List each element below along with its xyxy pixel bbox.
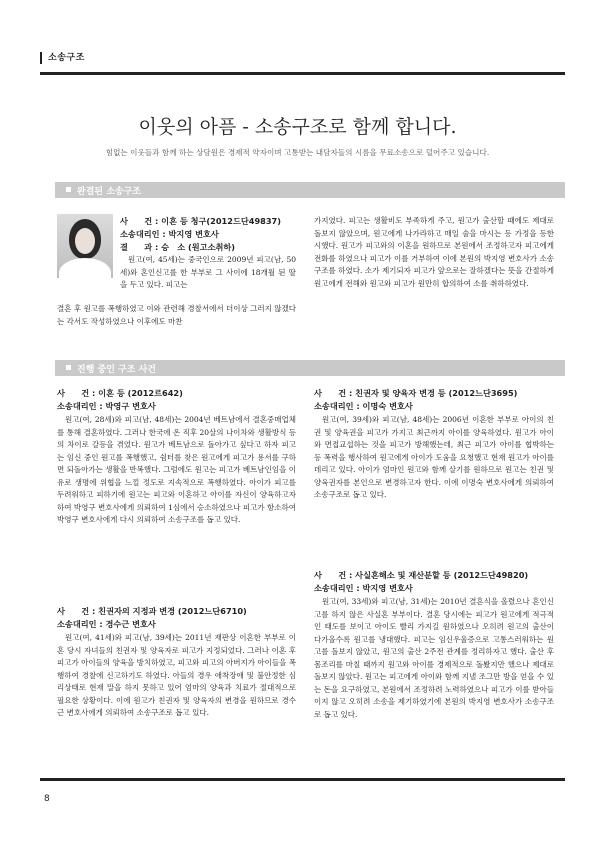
running-header: 소송구조 bbox=[48, 53, 85, 63]
case-body: 원고(여, 33세)와 피고(남, 31세)는 2010년 결혼식을 올렸으나 혼인신고를 하지 않은 사실혼 부부이다. 결혼 당시에는 피고가 원고에게 적극적인 태도를 보이고 아이도 빨리 가지길 원하였으나 오히려 원고의 출산이 다가올수록 원고를 냉대했다. 피고는 임신우울증으로 고통스러워하는 원고를 돌보지 않았고, 원고의 출산 2주전 관계를 정리하자고 했다. 출산 후 몸조리를 마칠 때까지 원고와 아이를 경제적으로 돌봤지만 했으나 제대로 돌보지 않았다. 원고는 피고에게 아이와 함께 지낼 조그만 방을 얻을 수 있는 돈을 요구하였고, 본원에서 조정하려 노력하였으나 피고가 이를 받아들이지 않고 오히려 소송을 제기하였기에 본원의 박지영 변호사가 소송구조로 돕고 있다. bbox=[314, 597, 554, 719]
case-body: 원고(여, 41세)와 피고(남, 39세)는 2011년 재판상 이혼한 부부로 이혼 당시 자녀들의 친권자 및 양육자로 피고가 지정되었다. 그러나 이혼 후 피고가 아이들의 양육을 방치하였고, 피고와 피고의 아버지가 아이들을 폭행하여 경찰에 신고하기도 하였다. 아들의 경우 애착장애 및 불안정한 심리상태로 현재 말을 하지 못하고 있어 엄마의 양육과 치료가 절대적으로 필요한 상황이다. 이에 원고가 친권자 및 양육자의 변경을 원하므로 경수근 변호사에게 의뢰하여 소송구조로 돕고 있다. bbox=[57, 633, 296, 717]
page-number: 8 bbox=[44, 794, 50, 804]
case-title: 사 건 : 이혼 등 (2012르642) bbox=[57, 388, 183, 398]
case-title: 사 건 : 친권자 및 양육자 변경 등 (2012느단3695) bbox=[314, 388, 518, 398]
case-lawyer: 소송대리인 : 박지영 변호사 bbox=[314, 583, 413, 593]
section-bullet-icon bbox=[66, 187, 71, 192]
page-title: 이웃의 아픔 - 소송구조로 함께 합니다. bbox=[138, 116, 457, 138]
case-lawyer: 소송대리인 : 경수근 변호사 bbox=[57, 619, 156, 629]
case-body: 원고(여, 28세)와 피고(남, 48세)는 2004년 베트남에서 결혼중매업체를 통해 결혼하였다. 그러나 한국에 온 직후 20살의 나이차와 생활방식 등의 차이로 갈등을 겪었다. 원고가 베트남으로 돌아가고 싶다고 하자 피고는 임신 중인 원고를 폭행했고, 쉼터를 찾은 원고에게 피고가 용서를 구하면 되돌아가는 생활을 반복했다. 그럼에도 원고는 피고가 베트남인임을 이유로 생명에 위협을 느낄 정도로 지속적으로 폭행하였다. 아이가 피고를 두려워하고 피하기에 원고는 피고와 이혼하고 아이를 자신이 양육하고자 하여 박영구 변호사에게 의뢰하여 1심에서 승소하였으나 피고가 항소하여 박영구 변호사에게 다시 의뢰하여 소송구조를 돕고 있다. bbox=[57, 415, 296, 524]
header-mark bbox=[40, 52, 42, 64]
case-title: 사 건 : 사실혼해소 및 재산분할 등 (2012드단49820) bbox=[314, 570, 529, 580]
completed-case-body-right: 가지였다. 피고는 생활비도 부족하게 주고, 원고가 출산할 때에도 제대로 돌보지 않았으며, 원고에게 나가라하고 매일 술을 마시는 등 가정을 등한시했다. 원고가 피고와의 이혼을 원하므로 본원에서 조정하고자 피고에게 전화를 하였으나 피고가 이를 거부하여 이에 본원의 박지영 변호사가 소송구조를 하였다. 소가 제기되자 피고가 앞으로는 잘하겠다는 뜻을 간절하게 원고에게 전해와 원고와 피고가 원만히 합의하여 소를 취하하였다. bbox=[314, 216, 554, 288]
completed-case-lawyer: 소송대리인 : 박지영 변호사 bbox=[120, 229, 219, 239]
section-label-ongoing: 진행 중인 구조 사건 bbox=[77, 365, 156, 375]
case-body: 원고(여, 39세)와 피고(남, 48세)는 2006년 이혼한 부부로 아이의 친권 및 양육권을 피고가 가지고 최근까지 아이를 양육하였다. 원고가 아이와 면접교섭하는 것을 피고가 방해했는데, 최근 피고가 아이를 협박하는 등 폭력을 행사하여 원고에게 아이가 도움을 요청했고 현재 원고가 아이를 데리고 있다. 아이가 엄마인 원고와 함께 살기를 원하므로 원고는 친권 및 양육권자를 본인으로 변경하고자 한다. 이에 이명숙 변호사에게 의뢰하여 소송구조로 돕고 있다. bbox=[314, 415, 554, 499]
section-bar-completed bbox=[55, 182, 565, 198]
case-lawyer: 소송대리인 : 이명숙 변호사 bbox=[314, 401, 413, 411]
section-label-completed: 완결된 소송구조 bbox=[77, 187, 141, 197]
completed-case-body-left-top: 원고(여, 45세)는 중국인으로 2009년 피고(남, 50세)와 혼인신고를 한 부부로 그 사이에 18개월 된 딸을 두고 있다. 피고는 bbox=[120, 255, 296, 289]
case-lawyer: 소송대리인 : 박영구 변호사 bbox=[57, 401, 156, 411]
completed-case-body-left-bottom: 결혼 후 원고를 폭행하였고 이와 관련해 경찰서에서 더이상 그러지 않겠다는 각서도 작성하였으나 이후에도 마찬 bbox=[57, 304, 296, 326]
footer-rule bbox=[40, 778, 565, 781]
header-rule bbox=[40, 72, 565, 75]
completed-case-title: 사 건 : 이혼 등 청구(2012드단49837) bbox=[120, 216, 281, 226]
case-title: 사 건 : 친권자의 지정과 변경 (2012느단6710) bbox=[57, 606, 247, 616]
section-bar-ongoing bbox=[55, 360, 565, 376]
lawyer-photo bbox=[57, 214, 113, 278]
completed-case-result: 결 과 : 승 소 (원고소취하) bbox=[120, 242, 236, 252]
section-bullet-icon bbox=[66, 365, 71, 370]
page-subtitle: 힘없는 이웃들과 함께 하는 상담원은 경제적 약자이며 고통받는 내담자들의 시름을 무료소송으로 덜어주고 있습니다. bbox=[105, 148, 490, 157]
